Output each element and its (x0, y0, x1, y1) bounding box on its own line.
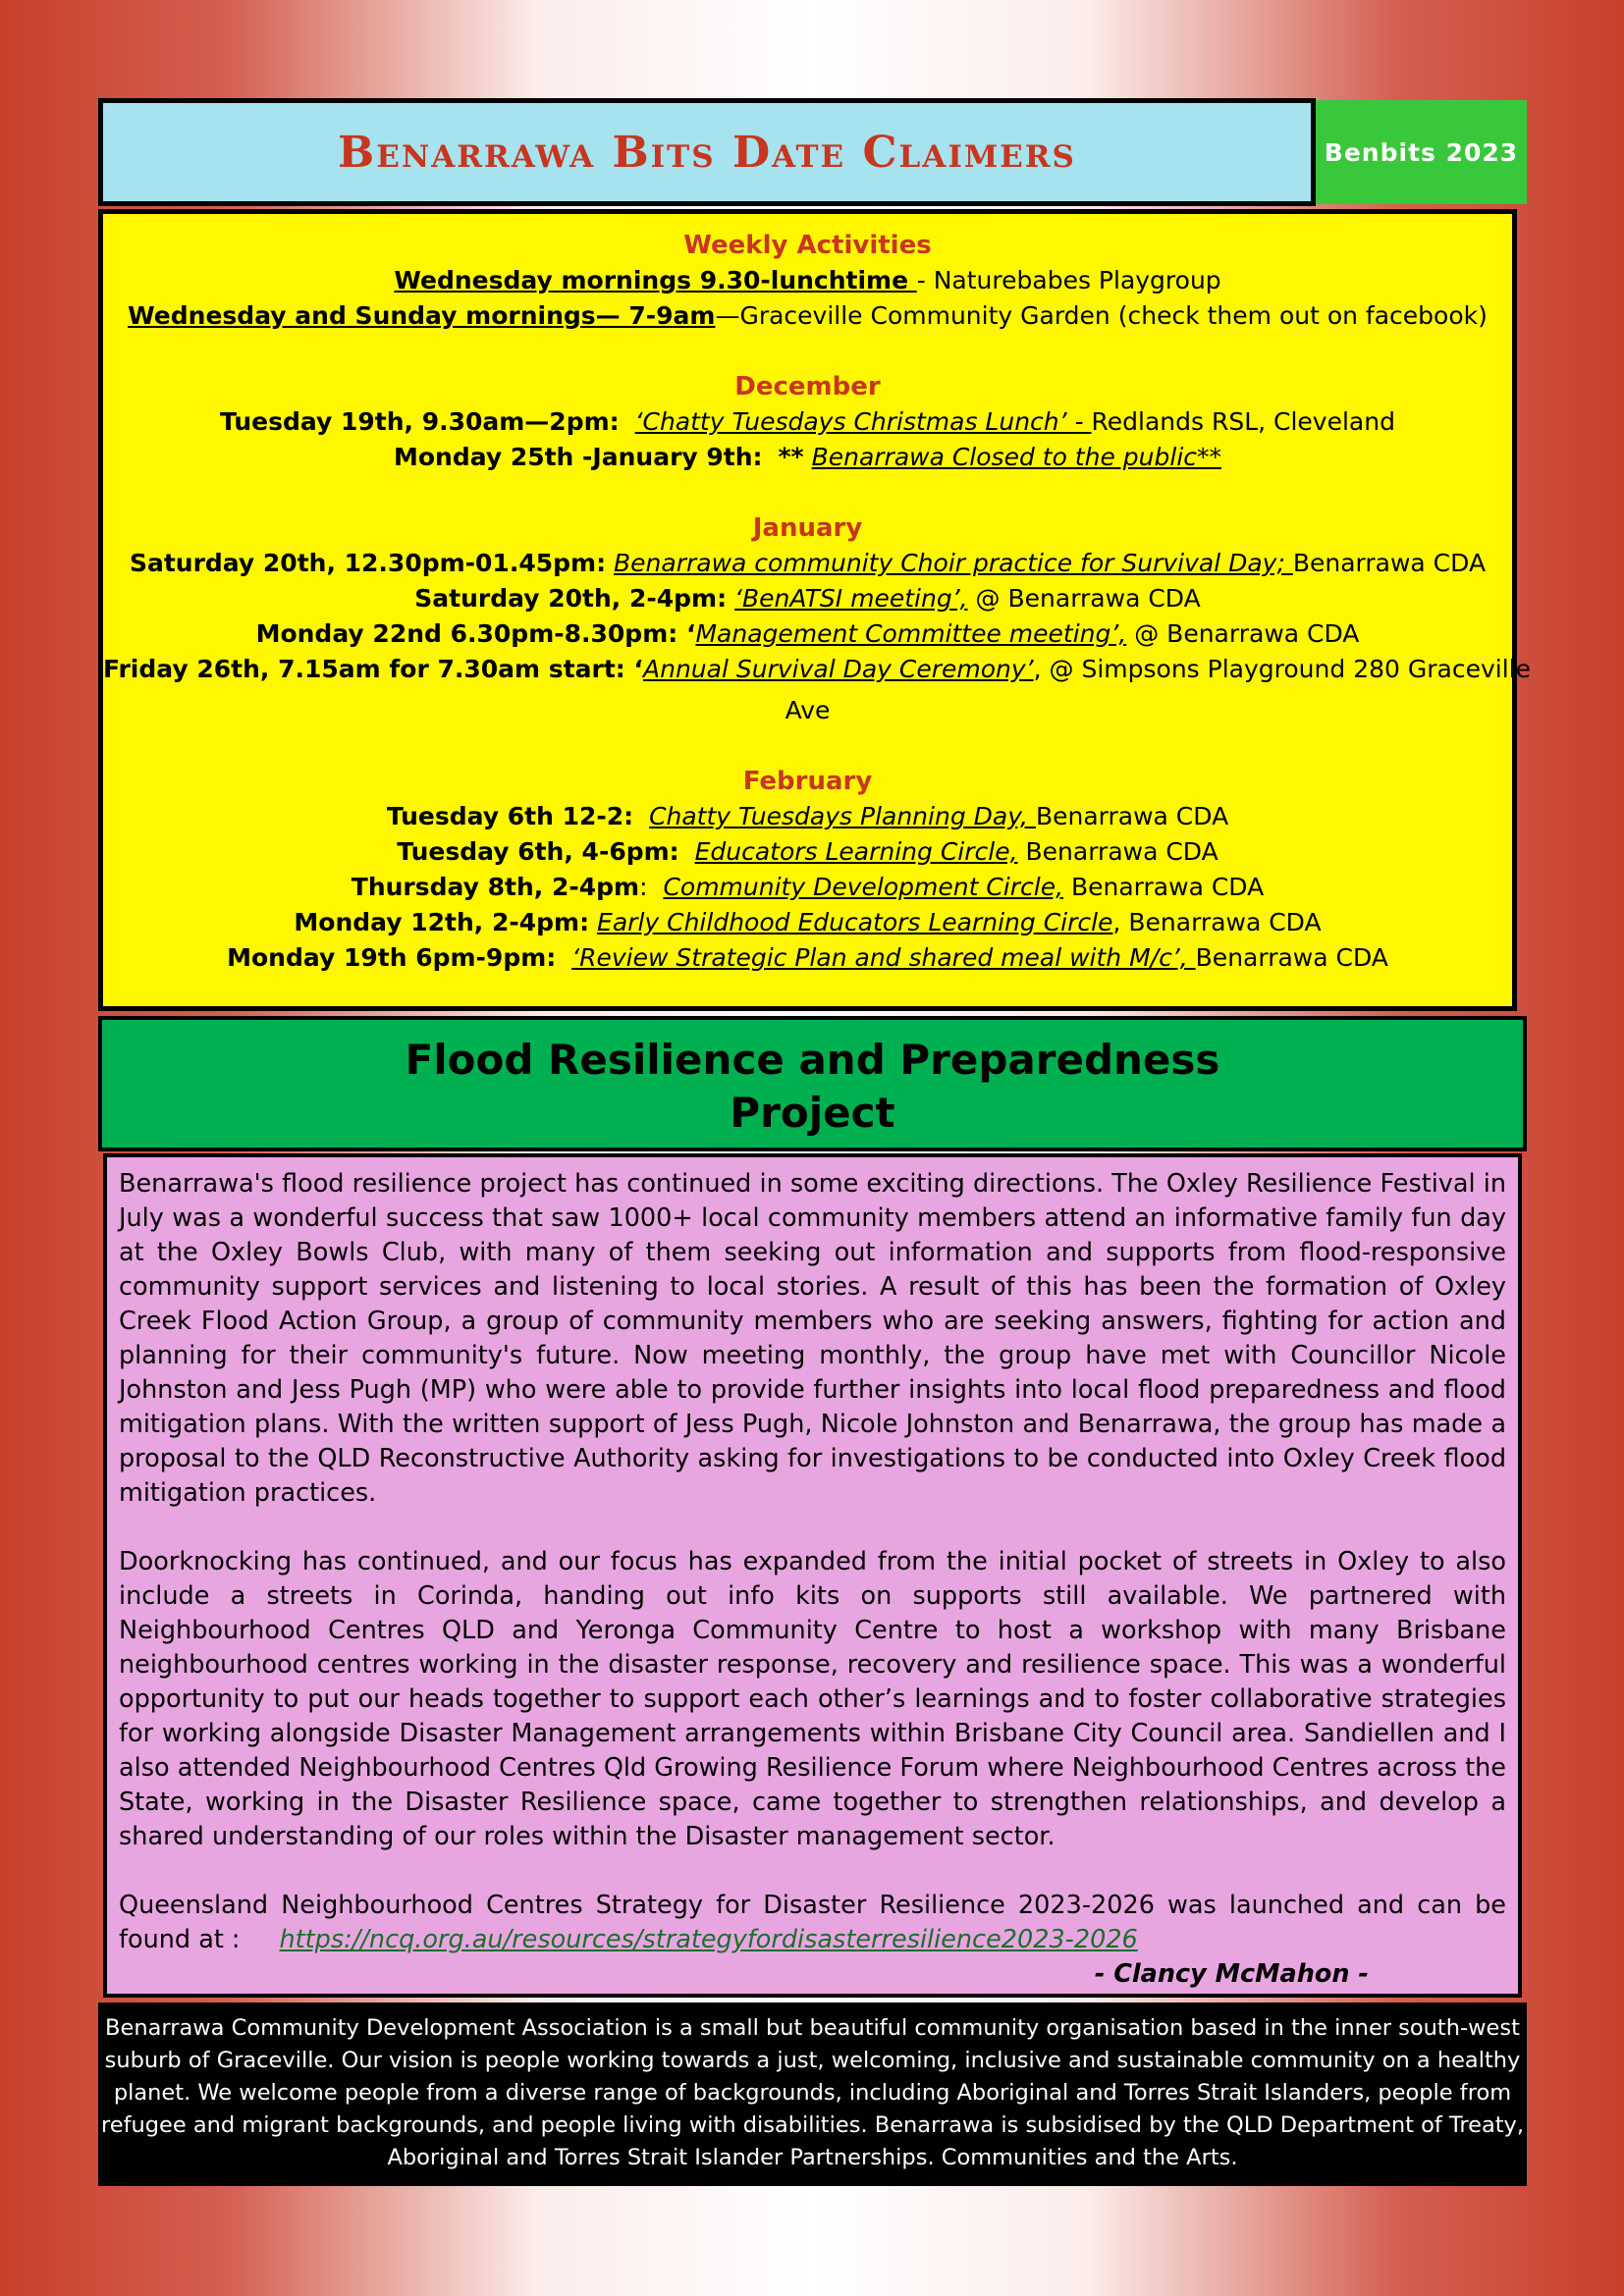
event-place: Benarrawa CDA (1195, 943, 1388, 972)
event-when: Saturday 20th, 12.30pm-01.45pm: (129, 549, 607, 577)
strategy-text: Queensland Neighbourhood Centres Strategy for Disaster Resilience 2023-2026 was launched and can be found at : (119, 1891, 1506, 1954)
event-when: Monday 12th, 2-4pm: (294, 908, 590, 936)
event-place: @ Benarrawa CDA (975, 584, 1201, 613)
event-title: Management Committee meeting’, (695, 619, 1127, 648)
weekly-item (103, 263, 1512, 298)
event-title: Chatty Tuesdays Planning Day, (649, 802, 1036, 830)
event-item-continued: Ave (785, 696, 831, 724)
event-title: Annual Survival Day Ceremony’ (643, 655, 1034, 683)
header (98, 98, 1527, 204)
december-heading: December (734, 372, 881, 401)
weekly-what: —Graceville Community Garden (check them out on facebook) (715, 301, 1488, 330)
event-item (103, 870, 1512, 905)
event-when: Friday 26th, 7.15am for 7.30am start: ‘ (103, 655, 643, 683)
event-place: Redlands RSL, Cleveland (1091, 407, 1395, 436)
event-prefix: ** (778, 443, 804, 471)
event-separator: : (639, 873, 648, 901)
event-item (103, 616, 1512, 652)
event-place: Benarrawa CDA (1292, 549, 1487, 577)
event-title: ‘Review Strategic Plan and shared meal with M/c’, (571, 943, 1196, 972)
event-title: ‘BenATSI meeting’, (734, 584, 968, 613)
event-item (103, 799, 1512, 834)
event-title: Benarrawa community Choir practice for Survival Day; (614, 549, 1293, 577)
event-item (103, 834, 1512, 870)
event-title: ‘Chatty Tuesdays Christmas Lunch’ - (634, 407, 1092, 436)
weekly-heading: Weekly Activities (683, 231, 932, 260)
event-title: Benarrawa Closed to the public** (811, 443, 1222, 471)
event-place: Benarrawa CDA (1070, 873, 1265, 901)
event-when: Tuesday 19th, 9.30am—2pm: (220, 407, 620, 436)
strategy-link[interactable]: https://ncq.org.au/resources/strategyfordisasterresilience2023-2026 (279, 1925, 1138, 1954)
author-signature: - Clancy McMahon - (1094, 1959, 1369, 1989)
event-place: Benarrawa CDA (1025, 837, 1218, 866)
page-title: Benarrawa Bits Date Claimers (338, 127, 1076, 178)
flood-project-article (103, 1153, 1522, 1998)
event-place: Benarrawa CDA (1035, 802, 1229, 830)
event-place: @ Benarrawa CDA (1134, 619, 1360, 648)
event-title: Early Childhood Educators Learning Circle (597, 908, 1113, 936)
event-when: Monday 22nd 6.30pm-8.30pm: ‘ (255, 619, 696, 648)
title-box (98, 98, 1316, 206)
february-heading: February (742, 767, 873, 796)
article-paragraph-2: Doorknocking has continued, and our focus has expanded from the initial pocket of streets in Oxley to also include a streets in Corinda, handing out info kits on supports still available. We partnered with Neighbourhood Centres QLD and Yeronga Community Centre to host a workshop with many Brisbane neighbourhood centres working in the disaster response, recovery and resilience space. This was a wonderful opportunity to put our heads together to support each other’s learnings and to foster collaborative strategies for working alongside Disaster Management arrangements within Brisbane City Council area. Sandiellen and I also attended Neighbourhood Centres Qld Growing Resilience Forum where Neighbourhood Centres across the State, working in the Disaster Resilience space, came together to strengthen relationships, and develop a shared understanding of our roles within the Disaster management sector. (119, 1547, 1506, 1851)
event-when: Monday 19th 6pm-9pm: (227, 943, 557, 972)
event-item (103, 440, 1512, 475)
article-paragraph-1: Benarrawa's flood resilience project has continued in some exciting directions. The Oxley Resilience Festival in July was a wonderful success that saw 1000+ local community members attend an informative family fun day at the Oxley Bowls Club, with many of them seeking out information and supports from flood-responsive community support services and listening to local stories. A result of this has been the formation of Oxley Creek Flood Action Group, a group of community members who are seeking answers, fighting for action and planning for their community's future. Now meeting monthly, the group have met with Councillor Nicole Johnston and Jess Pugh (MP) who were able to provide further insights into local flood preparedness and flood mitigation plans. With the written support of Jess Pugh, Nicole Johnston and Benarrawa, the group has made a proposal to the QLD Reconstructive Authority asking for investigations to be conducted into Oxley Creek flood mitigation practices. (119, 1169, 1506, 1508)
flood-project-heading (98, 1016, 1527, 1151)
event-title: Educators Learning Circle, (694, 837, 1018, 866)
event-item (103, 905, 1512, 940)
weekly-what: - Naturebabes Playgroup (916, 266, 1221, 294)
article-paragraph-3 (119, 1889, 1506, 1957)
event-item (103, 652, 1531, 687)
event-place: , Benarrawa CDA (1112, 908, 1322, 936)
year-badge: Benbits 2023 (1316, 100, 1527, 204)
event-item (103, 404, 1512, 440)
footer-about: Benarrawa Community Development Association is a small but beautiful community organisation based in the inner south-west suburb of Graceville. Our vision is people working towards a just, welcoming, inclusive and sustainable community on a healthy planet. We welcome people from a diverse range of backgrounds, including Aboriginal and Torres Strait Islanders, people from refugee and migrant backgrounds, and people living with disabilities. Benarrawa is subsidised by the QLD Department of Treaty, Aboriginal and Torres Strait Islander Partnerships. Communities and the Arts. (98, 2002, 1527, 2186)
event-when: Saturday 20th, 2-4pm: (414, 584, 728, 613)
january-heading: January (752, 513, 863, 543)
event-item (103, 546, 1512, 581)
flood-title-line1: Flood Resilience and Preparedness (405, 1036, 1220, 1084)
event-when: Tuesday 6th, 4-6pm: (397, 837, 679, 866)
event-item (103, 940, 1512, 976)
weekly-when: Wednesday mornings 9.30-lunchtime (394, 266, 917, 294)
event-place: , @ Simpsons Playground 280 Graceville (1033, 655, 1531, 683)
event-title: Community Development Circle, (663, 873, 1064, 901)
event-when: Thursday 8th, 2-4pm (351, 873, 640, 901)
date-claimers-section (98, 209, 1531, 1011)
weekly-when: Wednesday and Sunday mornings— 7-9am (128, 301, 716, 330)
event-when: Tuesday 6th 12-2: (386, 802, 634, 830)
weekly-item (103, 298, 1512, 334)
event-when: Monday 25th -January 9th: (393, 443, 763, 471)
flood-title-line2: Project (730, 1089, 895, 1137)
event-item (103, 581, 1512, 616)
